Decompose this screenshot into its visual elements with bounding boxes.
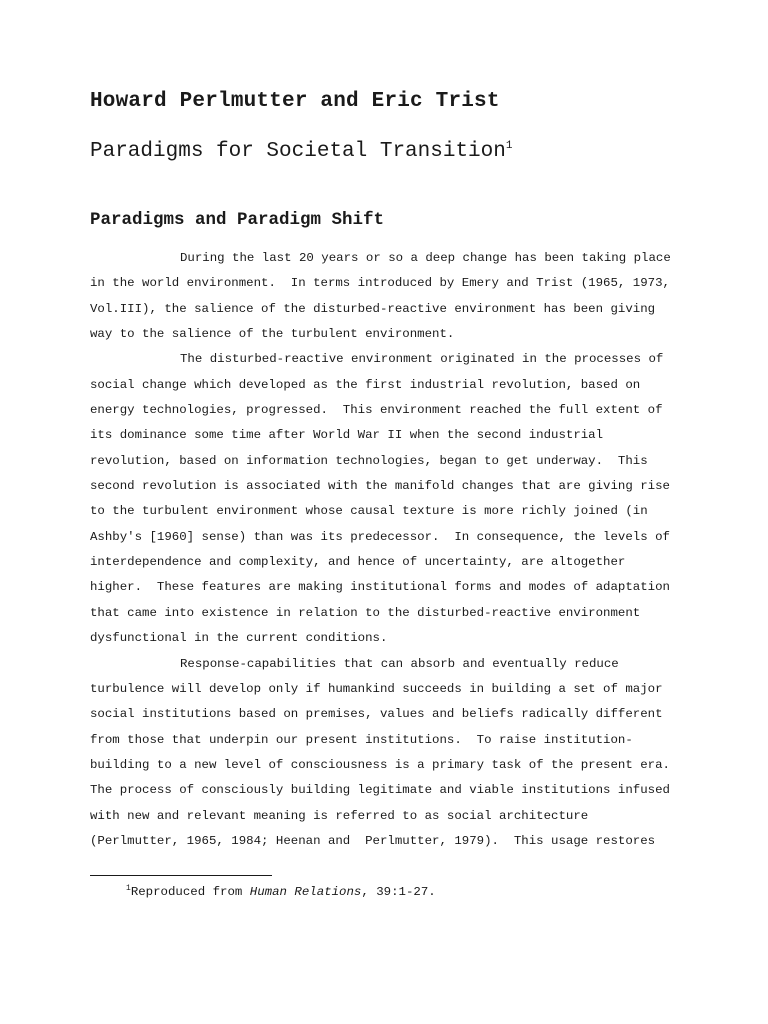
article-title-text: Paradigms for Societal Transition	[90, 140, 506, 163]
paragraph-line: The disturbed-reactive environment originated in the processes of	[180, 352, 664, 367]
paragraph-line: (Perlmutter, 1965, 1984; Heenan and Perlmutter, 1979). This usage restores	[90, 833, 656, 848]
paragraph-line: with new and relevant meaning is referred to as social architecture	[90, 808, 589, 823]
paragraph-line: social change which developed as the first industrial revolution, based on	[90, 377, 641, 392]
footnote-prefix: Reproduced from	[130, 885, 250, 899]
footnote-divider	[90, 875, 272, 876]
paragraph-line: turbulence will develop only if humankind succeeds in building a set of major	[90, 681, 663, 696]
footnote-source: Human Relations	[249, 885, 362, 899]
paragraph-line: that came into existence in relation to the disturbed-reactive environment	[90, 605, 641, 620]
footnote-mark: 1	[126, 883, 131, 893]
article-title	[90, 140, 512, 163]
body-text	[90, 246, 690, 854]
author-names: Howard Perlmutter and Eric Trist	[90, 90, 500, 113]
paragraph-line: social institutions based on premises, values and beliefs radically different	[90, 707, 663, 722]
paragraph-line: in the world environment. In terms introduced by Emery and Trist (1965, 1973,	[90, 276, 670, 291]
footnote	[126, 885, 436, 899]
paragraph-line: Ashby's [1960] sense) than was its predecessor. In consequence, the levels of	[90, 529, 670, 544]
title-footnote-mark: 1	[505, 140, 513, 152]
paragraph-line: revolution, based on information technologies, began to get underway. This	[90, 453, 648, 468]
paragraph-line: to the turbulent environment whose causal texture is more richly joined (in	[90, 504, 648, 519]
paragraph-line: second revolution is associated with the manifold changes that are giving rise	[90, 479, 670, 494]
paragraph-line: Response-capabilities that can absorb and eventually reduce	[180, 656, 619, 671]
paragraph-line: its dominance some time after World War II when the second industrial	[90, 428, 604, 443]
paragraph-line: energy technologies, progressed. This environment reached the full extent of	[90, 403, 663, 418]
paragraph-line: The process of consciously building legitimate and viable institutions infused	[90, 783, 670, 798]
paragraph-line: higher. These features are making institutional forms and modes of adaptation	[90, 580, 670, 595]
paragraph-line: interdependence and complexity, and hence of uncertainty, are altogether	[90, 555, 626, 570]
paragraph-line: During the last 20 years or so a deep change has been taking place	[180, 251, 671, 265]
paragraph-line: from those that underpin our present institutions. To raise institution-	[90, 732, 633, 747]
paragraph-line: way to the salience of the turbulent environment.	[90, 327, 455, 342]
paragraph-line: dysfunctional in the current conditions.	[90, 631, 388, 646]
paragraph-line: building to a new level of consciousness is a primary task of the present era.	[90, 757, 670, 772]
paragraph-line: Vol.III), the salience of the disturbed-reactive environment has been giving	[90, 301, 656, 316]
section-heading: Paradigms and Paradigm Shift	[90, 210, 385, 230]
footnote-suffix: , 39:1-27.	[361, 885, 436, 899]
